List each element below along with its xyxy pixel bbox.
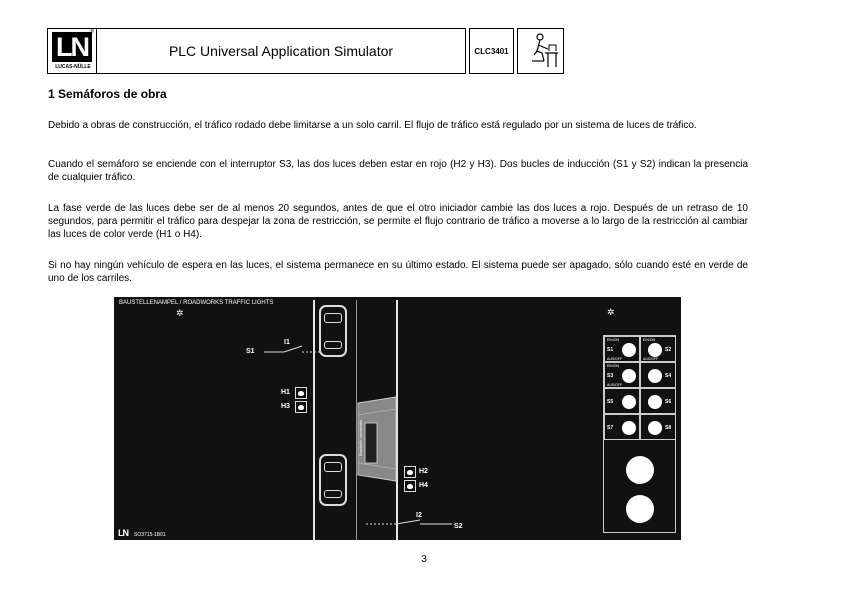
- label-i2: I2: [416, 512, 422, 519]
- switch-cell-s7: S7: [604, 414, 640, 440]
- switch-cell-s8: S8: [640, 414, 676, 440]
- indicator-lamp-top: [626, 456, 654, 484]
- light-indicator-icon: ✲: [176, 308, 184, 318]
- switch-cell-s3: EIN/ON AUS/OFF S3: [604, 362, 640, 388]
- construction-sign-text: Baustelle roadworks: [358, 419, 363, 456]
- control-block: [603, 335, 676, 533]
- switch-s1-symbol: [264, 345, 320, 357]
- label-h4: H4: [419, 482, 428, 489]
- lucas-nuelle-logo: [47, 28, 97, 74]
- paragraph-4: Si no hay ningún vehículo de espera en las luces, el sistema permanece en su último estado. El sistema puede ser apagado, sólo cuando esté en verde de uno de los carriles.: [48, 260, 748, 284]
- paragraph-2: Cuando el semáforo se enciende con el interruptor S3, las dos luces deben estar en rojo (H2 y H3). Dos bucles de inducción (S1 y S2) indican la presencia de cualquier tráfico.: [48, 159, 748, 183]
- switch-s2-symbol: [366, 519, 452, 529]
- switch-cell-s1: EIN/ON AUS/OFF S1: [604, 336, 640, 362]
- indicator-lamp-bottom: [626, 495, 654, 523]
- label-s2: S2: [454, 523, 463, 530]
- panel-part-number: SO3715-1B01: [134, 532, 166, 538]
- car-top: [319, 305, 347, 357]
- logo-text: LUCAS-NÜLLE: [55, 64, 91, 70]
- panel-logo: LN: [118, 528, 128, 538]
- label-h3: H3: [281, 403, 290, 410]
- road-edge-left: [313, 300, 315, 540]
- registered-mark: ®: [89, 29, 94, 35]
- switch-cell-s5: S5: [604, 388, 640, 414]
- paragraph-3: La fase verde de las luces debe ser de al menos 20 segundos, antes de que el otro iniciador cambie las dos luces a rojo. Después de un retraso de 10 segundos, para permitir el tráfico para despejar la zona de restricción, se permite el flujo contrario de tráfico a moverse a lo largo de la restricción al cambiar las luces de color verde (H1 o H4).: [48, 203, 748, 240]
- switch-cell-s2: EIN/ON AUS/OFF S2: [640, 336, 676, 362]
- panel-title: BAUSTELLENAMPEL / ROADWORKS TRAFFIC LIGHTS: [119, 300, 274, 306]
- document-title: [96, 28, 466, 74]
- label-h1: H1: [281, 389, 290, 396]
- person-at-desk-svg: [518, 29, 563, 73]
- car-bottom: [319, 454, 347, 506]
- roadworks-simulator-panel: [114, 297, 681, 540]
- page-number: 3: [421, 554, 427, 565]
- label-h2: H2: [419, 468, 428, 475]
- switch-cell-s6: S6: [640, 388, 676, 414]
- label-i1: I1: [284, 339, 290, 346]
- product-code: [469, 28, 514, 74]
- light-h4: [404, 480, 416, 492]
- person-at-desk-icon: [517, 28, 564, 74]
- light-h3: [295, 401, 307, 413]
- paragraph-1: Debido a obras de construcción, el tráfico rodado debe limitarse a un solo carril. El flujo de tráfico está regulado por un sistema de luces de tráfico.: [48, 120, 697, 131]
- label-s1: S1: [246, 348, 255, 355]
- product-code-text: CLC3401: [474, 46, 509, 56]
- light-indicator-icon-right: ✲: [607, 307, 615, 317]
- light-h2: [404, 466, 416, 478]
- light-h1: [295, 387, 307, 399]
- logo-mark: LN: [52, 32, 92, 62]
- switch-cell-s4: S4: [640, 362, 676, 388]
- section-title: 1 Semáforos de obra: [48, 87, 167, 101]
- document-title-text: PLC Universal Application Simulator: [168, 43, 394, 59]
